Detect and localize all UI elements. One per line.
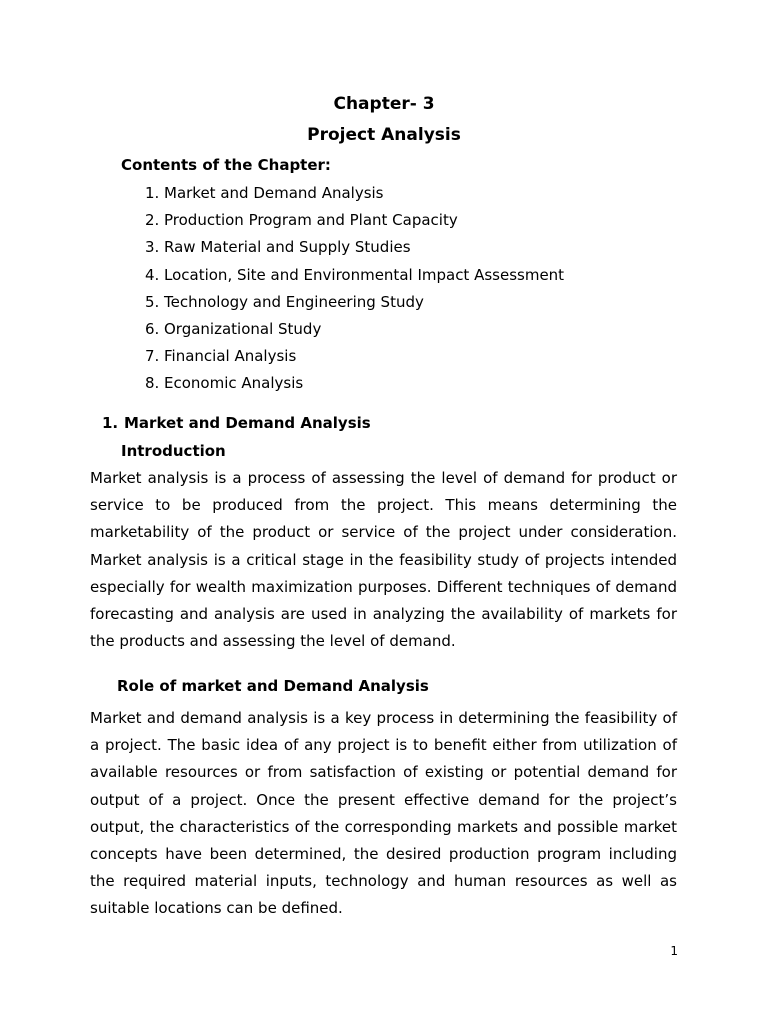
- chapter-title: Chapter- 3: [333, 94, 435, 114]
- contents-heading: Contents of the Chapter:: [121, 156, 331, 174]
- contents-item: [0, 346, 768, 373]
- contents-item: [0, 265, 768, 292]
- role-heading: Role of market and Demand Analysis: [117, 677, 429, 695]
- contents-item-number: 2.: [145, 211, 160, 230]
- contents-list: [0, 183, 768, 401]
- contents-item-label: Financial Analysis: [164, 347, 297, 366]
- introduction-paragraph: Market analysis is a process of assessing the level of demand for product or service to be produced from the project. This means determining the marketability of the product or service of the project under consideration. Market analysis is a critical stage in the feasibility study of projects intended especially for wealth maximization purposes. Different techniques of demand forecasting and analysis are used in analyzing the availability of markets for the products and assessing the level of demand.: [90, 469, 677, 651]
- contents-item-label: Technology and Engineering Study: [164, 292, 424, 311]
- contents-item: [0, 183, 768, 210]
- section-heading: [102, 413, 371, 433]
- contents-item-number: 8.: [145, 374, 160, 393]
- contents-item-label: Organizational Study: [164, 319, 322, 338]
- contents-item-number: 1.: [145, 184, 160, 202]
- contents-item-number: 7.: [145, 347, 160, 366]
- contents-item-label: Location, Site and Environmental Impact Assessment: [164, 265, 565, 284]
- contents-item: [0, 319, 768, 346]
- contents-item: [0, 210, 768, 237]
- contents-item-label: Market and Demand Analysis: [164, 184, 384, 202]
- contents-item-number: 5.: [145, 292, 160, 311]
- section-number: 1.: [102, 414, 119, 432]
- contents-item: [0, 237, 768, 264]
- page-number: 1: [670, 944, 678, 958]
- contents-item-label: Economic Analysis: [164, 374, 304, 393]
- chapter-subtitle: Project Analysis: [307, 125, 461, 145]
- contents-item-label: Raw Material and Supply Studies: [164, 238, 411, 257]
- contents-item-number: 4.: [145, 265, 160, 284]
- contents-item: [0, 373, 768, 400]
- contents-item-label: Production Program and Plant Capacity: [164, 211, 458, 230]
- role-paragraph: Market and demand analysis is a key process in determining the feasibility of a project. The basic idea of any project is to benefit either from utilization of available resources or from satisfaction of existing or potential demand for output of a project. Once the present effective demand for the project’s output, the characteristics of the corresponding markets and possible market concepts have been determined, the desired production program including the required material inputs, technology and human resources as well as suitable locations can be defined.: [90, 709, 677, 918]
- contents-item-number: 3.: [145, 238, 160, 257]
- contents-item-number: 6.: [145, 319, 160, 338]
- section-title: Market and Demand Analysis: [124, 414, 371, 432]
- introduction-heading: Introduction: [121, 442, 226, 460]
- contents-item: [0, 292, 768, 319]
